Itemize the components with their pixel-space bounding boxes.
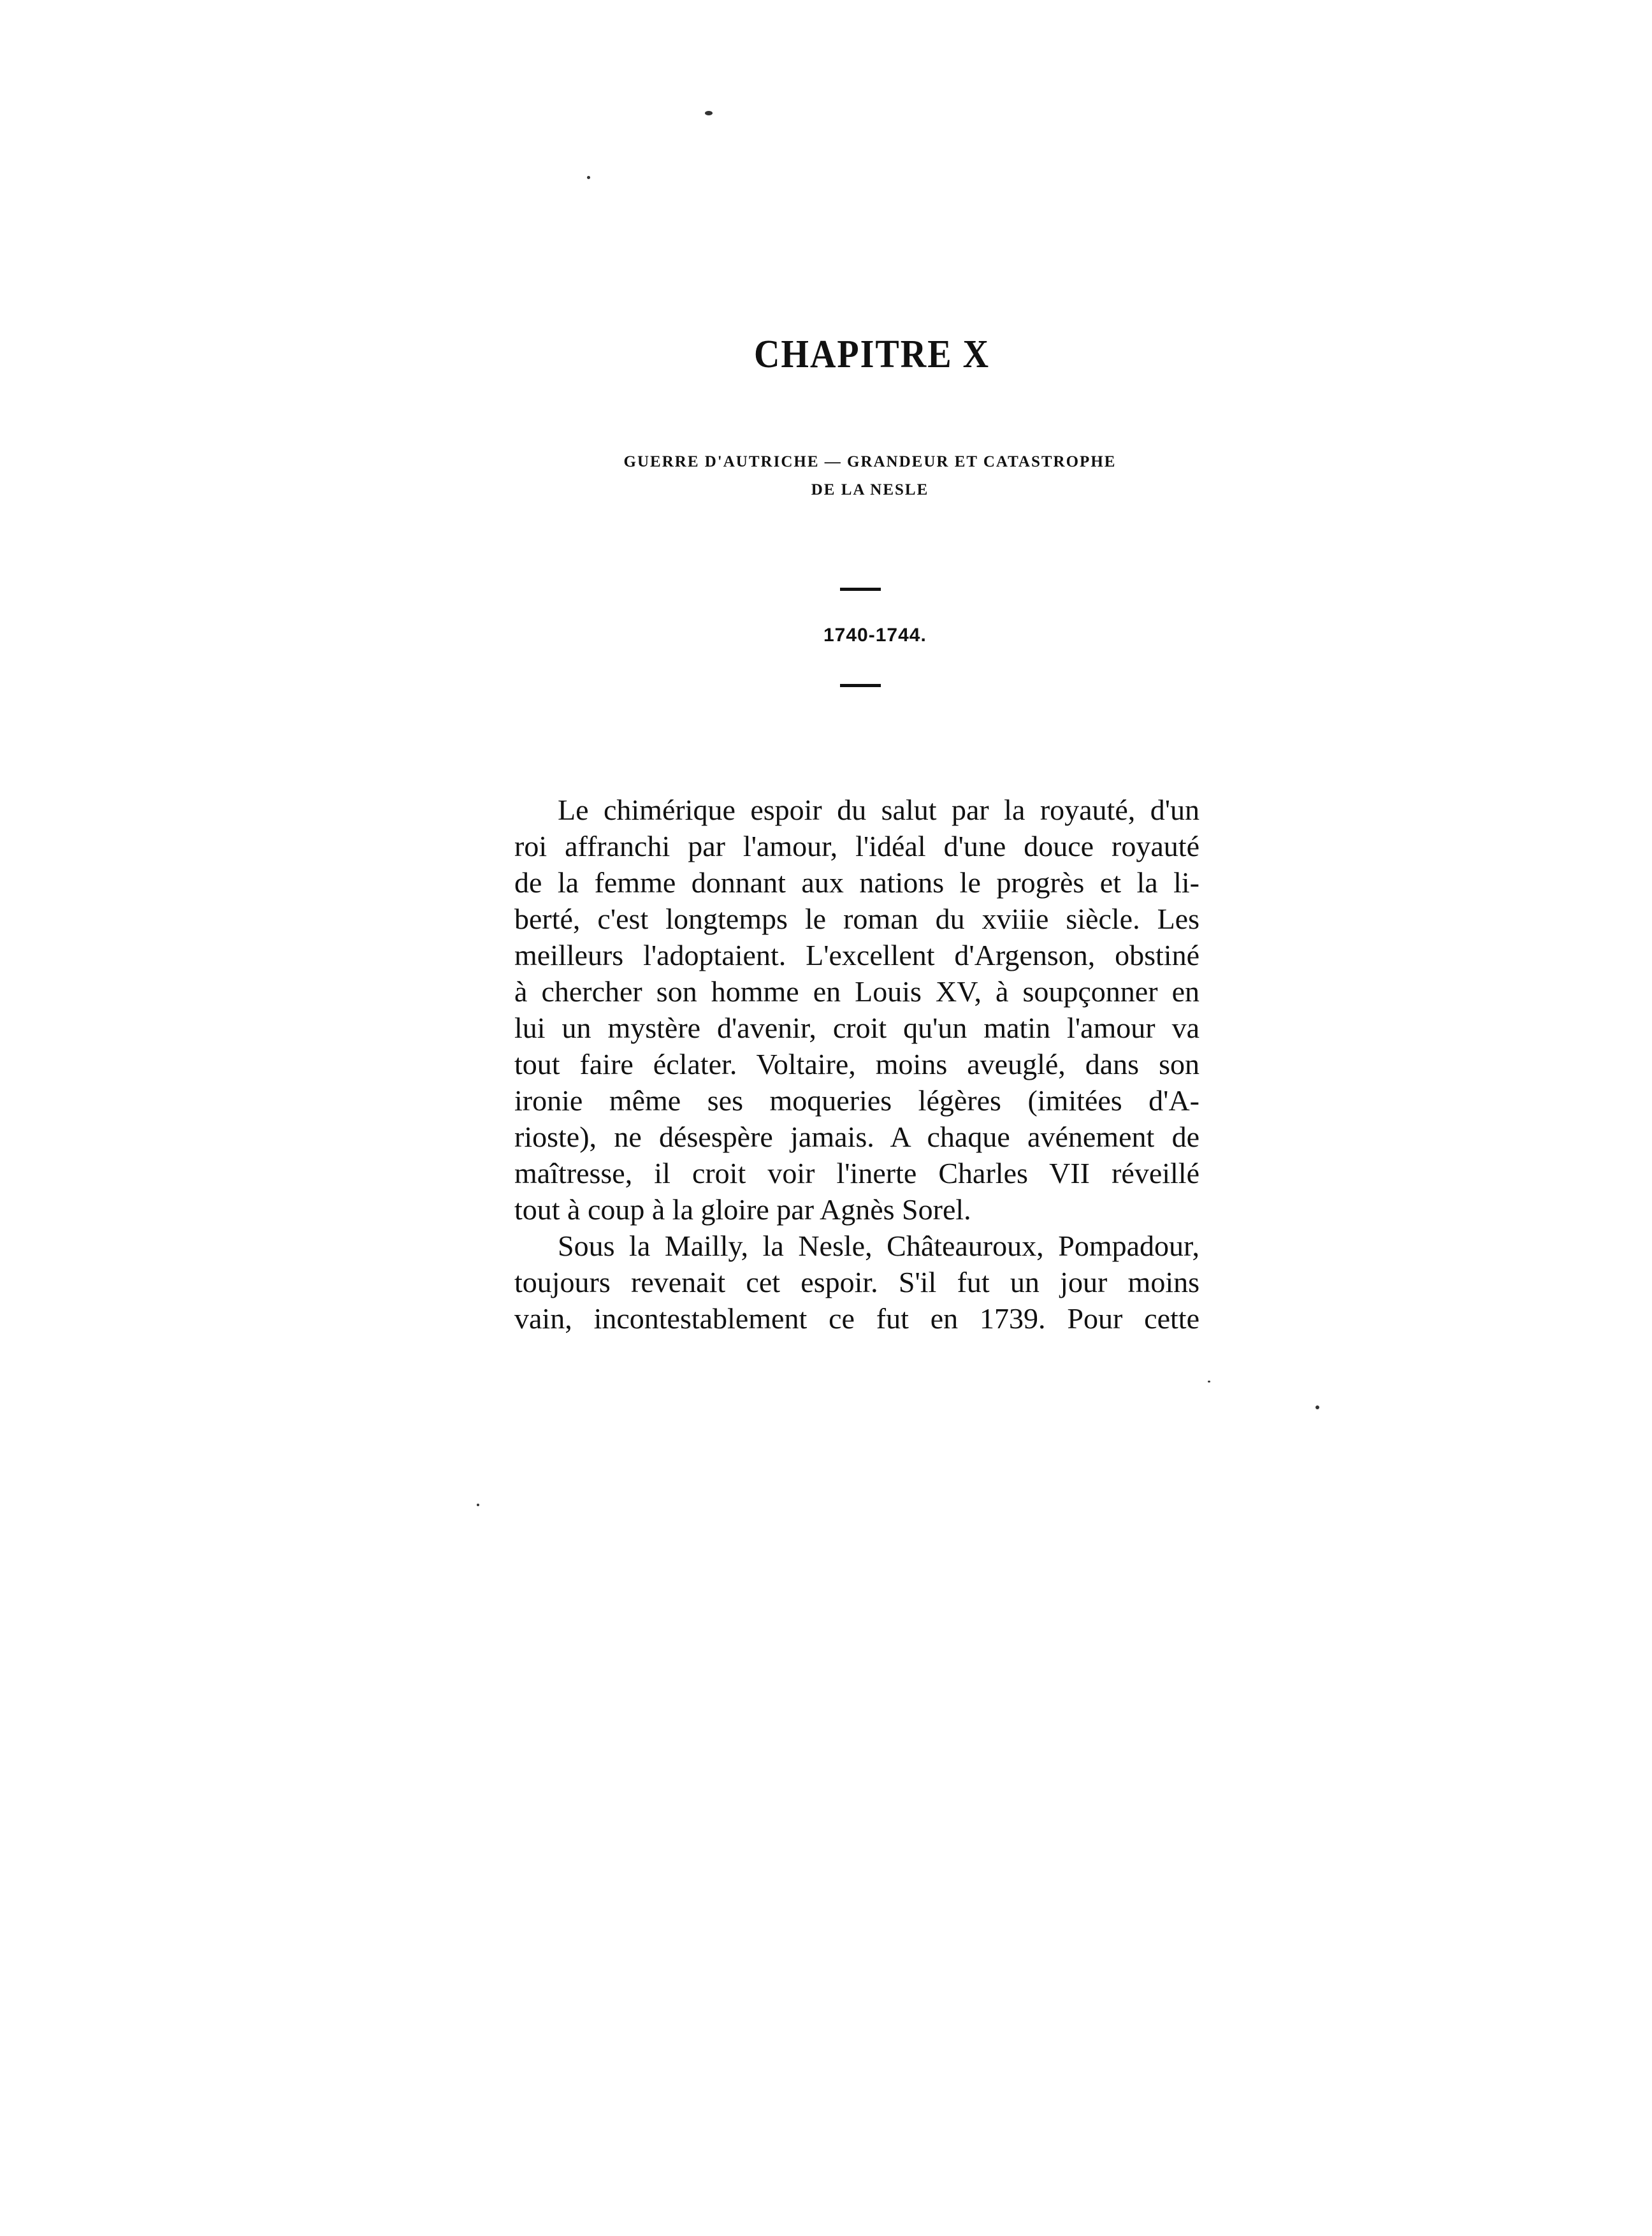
text-line: à chercher son homme en Louis XV, à soupçonner en xyxy=(514,975,1199,1008)
text-line: maîtresse, il croit voir l'inerte Charles VII réveillé xyxy=(514,1157,1199,1189)
subtitle-line: GUERRE D'AUTRICHE — GRANDEUR ET CATASTROPHE xyxy=(623,453,1117,470)
text-line: de la femme donnant aux nations le progrès et la li- xyxy=(514,866,1199,899)
subtitle-line: DE LA NESLE xyxy=(811,481,929,498)
chapter-dates xyxy=(823,625,927,646)
divider-rule xyxy=(840,684,881,687)
chapter-dates-text: 1740-1744. xyxy=(823,625,927,646)
divider-rule xyxy=(840,588,881,591)
text-line: vain, incontestablement ce fut en 1739. Pour cette xyxy=(514,1302,1199,1335)
scan-speck xyxy=(705,111,713,115)
text-line: meilleurs l'adoptaient. L'excellent d'Argenson, obstiné xyxy=(514,939,1199,971)
chapter-subtitle xyxy=(574,448,1166,504)
text-line: tout à coup à la gloire par Agnès Sorel. xyxy=(514,1193,971,1226)
text-line: Le chimérique espoir du salut par la royauté, d'un xyxy=(558,794,1199,826)
text-line: Sous la Mailly, la Nesle, Châteauroux, Pompadour, xyxy=(558,1230,1199,1262)
scan-speck xyxy=(477,1504,479,1506)
scan-speck xyxy=(587,176,590,179)
chapter-title: CHAPITRE X xyxy=(753,332,990,377)
body-text xyxy=(514,792,1199,1337)
paragraph xyxy=(514,792,1199,1228)
text-line: berté, c'est longtemps le roman du xviiie siècle. Les xyxy=(514,903,1199,935)
text-line: rioste), ne désespère jamais. A chaque avénement de xyxy=(514,1121,1199,1153)
text-line: roi affranchi par l'amour, l'idéal d'une douce royauté xyxy=(514,830,1199,862)
text-line: toujours revenait cet espoir. S'il fut un jour moins xyxy=(514,1266,1199,1298)
text-line: ironie même ses moqueries légères (imitées d'A- xyxy=(514,1084,1199,1117)
text-line: tout faire éclater. Voltaire, moins aveuglé, dans son xyxy=(514,1048,1199,1080)
text-line: lui un mystère d'avenir, croit qu'un matin l'amour va xyxy=(514,1012,1199,1044)
scan-speck xyxy=(1208,1381,1210,1383)
paragraph xyxy=(514,1228,1199,1337)
scan-speck xyxy=(1315,1405,1319,1409)
